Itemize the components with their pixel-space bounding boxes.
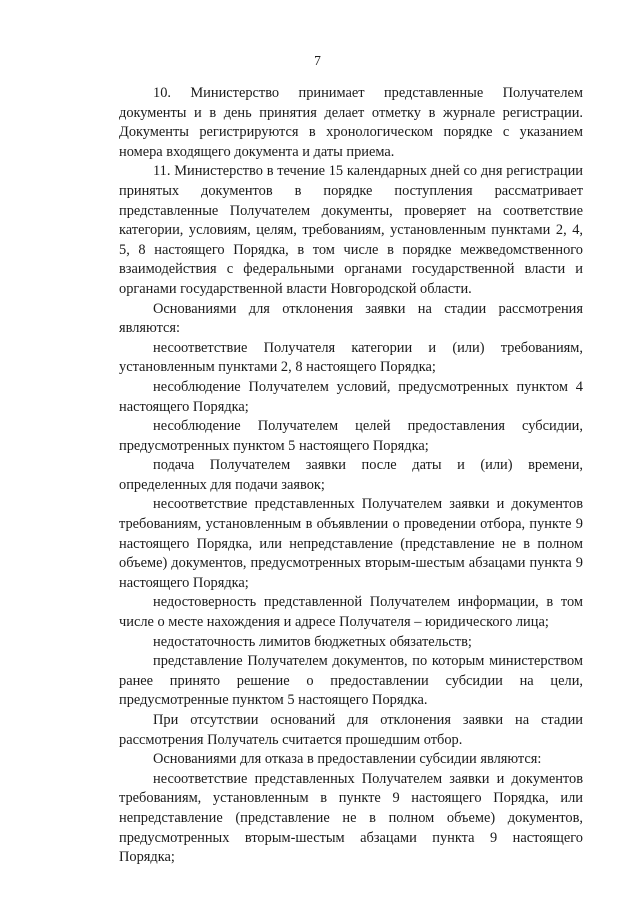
- rejection-ground-unreliable-info: недостоверность представленной Получателем информации, в том числе о месте нахождения и адресе Получателя – юридического лица;: [119, 594, 583, 631]
- rejection-grounds-heading: Основаниями для отклонения заявки на стадии рассмотрения являются:: [119, 300, 583, 337]
- paragraph-11-document-review: 11. Министерство в течение 15 календарных дней со дня регистрации принятых документов в порядке поступления рассматривает представленные Получателем документы, проверяет на соответствие категории, условиям, целям, требованиям, установленным пунктами 2, 4, 5, 8 настоящего Порядка, в том числе в порядке межведомственного взаимодействия с федеральными органами государственной власти и органами государственной власти Новгородской области.: [119, 163, 583, 297]
- paragraph-10-document-registration: 10. Министерство принимает представленные Получателем документы и в день принятия делает отметку в журнале регистрации. Документы регистрируются в хронологическом порядке с указанием номера входящего документа и даты приема.: [119, 85, 583, 160]
- passed-selection-statement: При отсутствии оснований для отклонения заявки на стадии рассмотрения Получатель считается прошедшим отбор.: [119, 712, 583, 748]
- rejection-ground-late-submission: подача Получателем заявки после даты и (или) времени, определенных для подачи заявок;: [119, 457, 583, 493]
- page-number: 7: [314, 53, 321, 68]
- rejection-ground-documents-mismatch: несоответствие представленных Получателем заявки и документов требованиям, установленным в объявлении о проведении отбора, пункте 9 настоящего Порядка, или непредставление (представление не в полном объеме) документов, предусмотренных вторым-шестым абзацами пункта 9 настоящего Порядка;: [119, 496, 583, 591]
- refusal-ground-documents-mismatch: несоответствие представленных Получателем заявки и документов требованиям, установленным в пункте 9 настоящего Порядка, или непредставление (представление не в полном объеме) документов, предусмотренных вторым-шестым абзацами пункта 9 настоящего Порядка;: [119, 770, 583, 866]
- refusal-grounds-heading: Основаниями для отказа в предоставлении субсидии являются:: [153, 751, 542, 768]
- rejection-ground-category-mismatch: несоответствие Получателя категории и (или) требованиям, установленным пунктами 2, 8 настоящего Порядка;: [119, 339, 583, 376]
- rejection-ground-budget-limits: недостаточность лимитов бюджетных обязательств;: [153, 633, 472, 650]
- rejection-ground-conditions: несоблюдение Получателем условий, предусмотренных пунктом 4 настоящего Порядка;: [119, 378, 583, 415]
- document-body: [119, 84, 583, 868]
- rejection-ground-duplicate-decision: представление Получателем документов, по которым министерством ранее принято решение о предоставлении субсидии на цели, предусмотренные пунктом 5 настоящего Порядка.: [119, 653, 583, 709]
- rejection-ground-goals: несоблюдение Получателем целей предоставления субсидии, предусмотренных пунктом 5 настоящего Порядка;: [119, 418, 583, 454]
